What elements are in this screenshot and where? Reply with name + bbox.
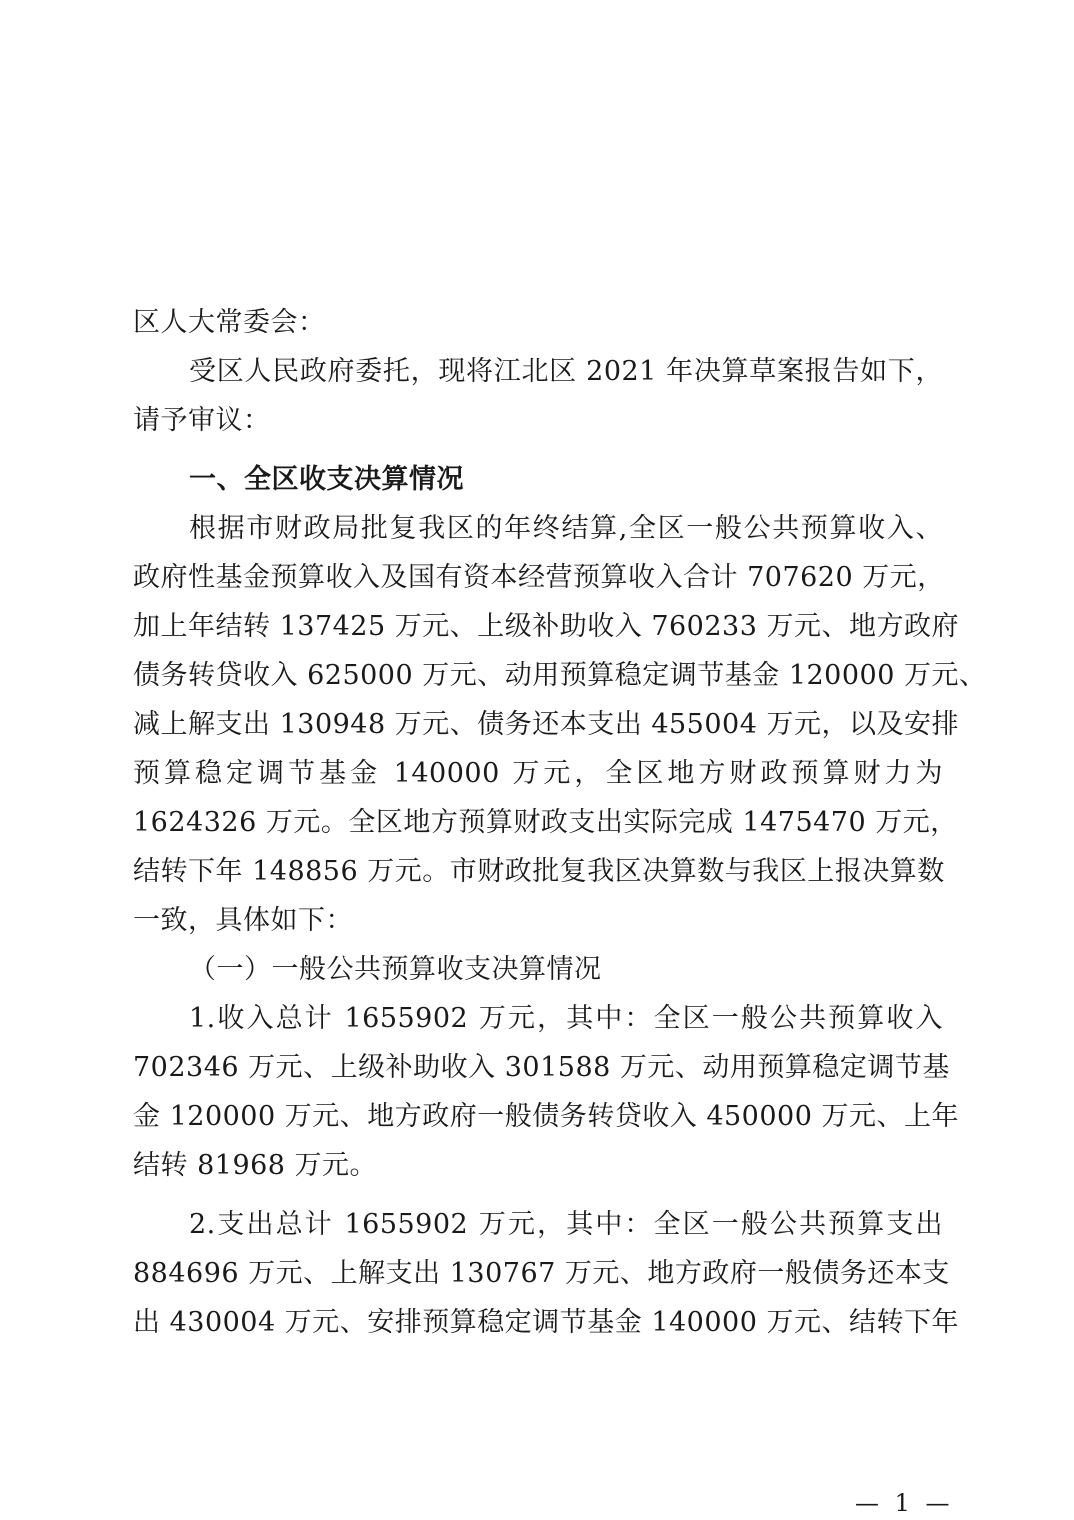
section-heading: 一、全区收支决算情况 bbox=[189, 464, 464, 495]
subsection-heading: （一）一般公共预算收支决算情况 bbox=[189, 954, 602, 985]
item1-line: 结转 81968 万元。 bbox=[133, 1150, 378, 1181]
paragraph-line: 预算稳定调节基金 140000 万元，全区地方财政预算财力为 bbox=[133, 758, 943, 789]
paragraph-line: 加上年结转 137425 万元、上级补助收入 760233 万元、地方政府 bbox=[133, 611, 959, 642]
salutation: 区人大常委会： bbox=[133, 307, 326, 338]
item2-line: 884696 万元、上解支出 130767 万元、地方政府一般债务还本支 bbox=[133, 1258, 950, 1289]
paragraph-line: 减上解支出 130948 万元、债务还本支出 455004 万元，以及安排 bbox=[133, 709, 959, 740]
paragraph-line: 债务转贷收入 625000 万元、动用预算稳定调节基金 120000 万元、 bbox=[133, 660, 987, 691]
item1-line: 金 120000 万元、地方政府一般债务转贷收入 450000 万元、上年 bbox=[133, 1101, 959, 1132]
paragraph-line: 一致，具体如下： bbox=[133, 905, 353, 936]
intro-line-2: 请予审议： bbox=[133, 405, 271, 436]
item1-line: 702346 万元、上级补助收入 301588 万元、动用预算稳定调节基 bbox=[133, 1052, 950, 1083]
paragraph-line: 根据市财政局批复我区的年终结算,全区一般公共预算收入、 bbox=[189, 513, 943, 544]
document-body bbox=[133, 298, 987, 1347]
page-number: — 1 — bbox=[855, 1489, 954, 1517]
item2-line: 2.支出总计 1655902 万元，其中：全区一般公共预算支出 bbox=[189, 1209, 943, 1240]
paragraph-line: 结转下年 148856 万元。市财政批复我区决算数与我区上报决算数 bbox=[133, 856, 945, 887]
intro-line-1: 受区人民政府委托，现将江北区 2021 年决算草案报告如下， bbox=[189, 356, 943, 387]
paragraph-line: 政府性基金预算收入及国有资本经营预算收入合计 707620 万元， bbox=[133, 562, 945, 593]
item2-line: 出 430004 万元、安排预算稳定调节基金 140000 万元、结转下年 bbox=[133, 1307, 959, 1338]
item1-line: 1.收入总计 1655902 万元，其中：全区一般公共预算收入 bbox=[189, 1003, 943, 1034]
paragraph-line: 1624326 万元。全区地方预算财政支出实际完成 1475470 万元， bbox=[133, 807, 958, 838]
